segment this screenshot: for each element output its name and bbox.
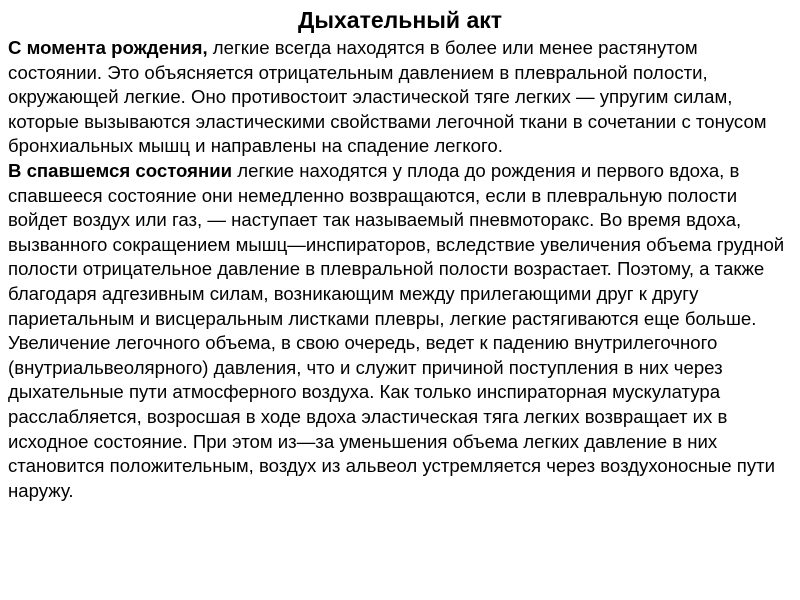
- paragraph-2: [8, 159, 792, 331]
- paragraph-3-text: Увеличение легочного объема, в свою очередь, ведет к падению внутрилегочного (внутриальвеолярного) давления, что и служит причиной поступления в них через дыхательные пути атмосферного воздуха. Как только инспираторная мускулатура расслабляется, возросшая в ходе вдоха эластическая тяга легких возвращает их в исходное состояние. При этом из—за уменьшения объема легких давление в них становится положительным, воздух из альвеол устремляется через воздухоносные пути наружу.: [8, 332, 776, 501]
- paragraph-2-text: легкие находятся у плода до рождения и первого вдоха, в спавшееся состояние они немедленно возвращаются, если в плевральную полости войдет воздух или газ, — наступает так называемый пневмоторакс. Во время вдоха, вызванного сокращением мышц—инспираторов, вследствие увеличения объема грудной полости отрицательное давление в плевральной полости возрастает. Поэтому, а также благодаря адгезивным силам, возникающим между прилегающими друг к другу париетальным и висцеральным листками плевры, легкие растягиваются еще больше.: [8, 159, 785, 329]
- page-title: Дыхательный акт: [297, 7, 503, 33]
- body-text: [8, 36, 792, 503]
- paragraph-1: [8, 36, 792, 159]
- paragraph-2-lead: В спавшемся состоянии: [8, 159, 233, 181]
- paragraph-3: [8, 331, 792, 503]
- paragraph-1-lead: С момента рождения,: [8, 37, 208, 58]
- paragraph-1-text: легкие всегда находятся в более или менее растянутом состоянии. Это объясняется отрицательным давлением в плевральной полости, окружающей легкие. Оно противостоит эластической тяге легких — упругим силам, которые вызываются эластическими свойствами легочной ткани в сочетании с тонусом бронхиальных мышц и направлены на спадение легкого.: [8, 37, 767, 157]
